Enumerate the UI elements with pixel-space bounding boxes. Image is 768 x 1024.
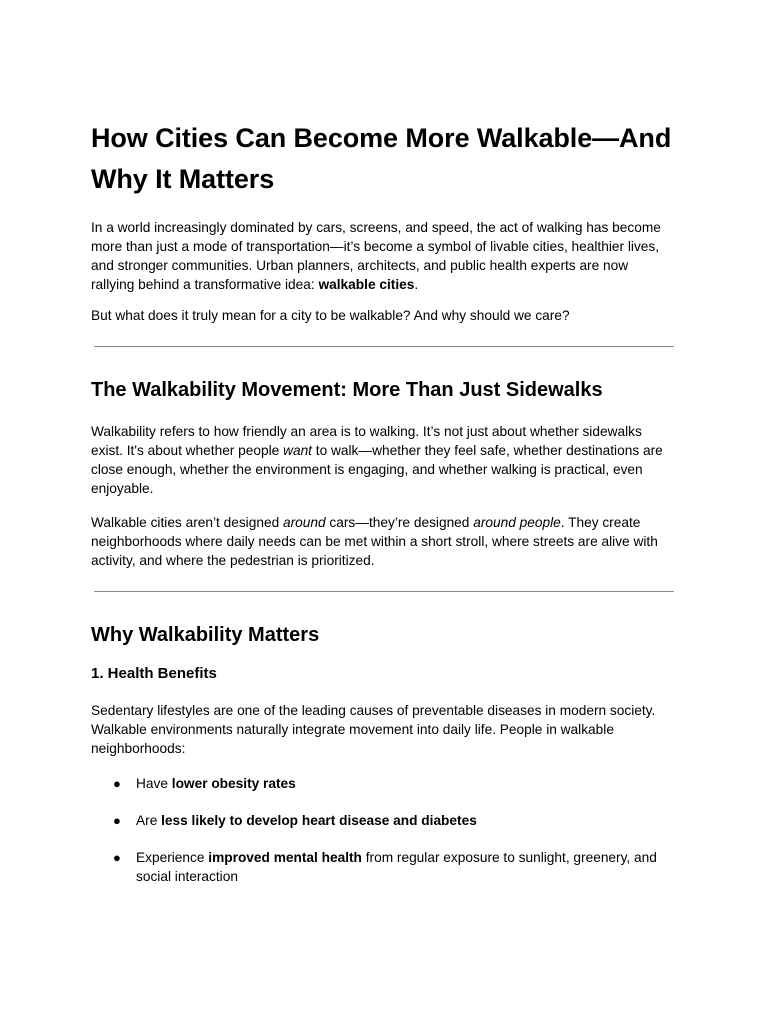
walkable-text-b: cars—they’re designed	[325, 515, 474, 530]
walkability-text-a: Walkability refers to how friendly an area is to walking. It’s not just about whether sidewalks exist. It's about whether people	[91, 424, 642, 458]
article-title: How Cities Can Become More Walkable—And Why It Matters	[91, 123, 672, 194]
list-item-text: Experience	[136, 850, 209, 865]
list-item-bold: improved mental health	[208, 850, 362, 865]
list-item-text-end: from regular exposure to sunlight, greenery, and social interaction	[136, 850, 657, 884]
section-heading-walkability-movement: The Walkability Movement: More Than Just Sidewalks	[91, 379, 603, 401]
list-item-text: Are	[136, 813, 162, 828]
walkable-text-c: . They create neighborhoods where daily needs can be met within a short stroll, where streets are alive with activity, and where the pedestrian is prioritized.	[91, 515, 658, 568]
document-page	[91, 118, 675, 904]
list-item	[91, 811, 675, 830]
section-divider-2	[94, 591, 674, 592]
list-item-text: Have	[136, 776, 172, 791]
section-divider-1	[94, 346, 674, 347]
bullet-icon: ●	[113, 813, 121, 828]
subheading-health-benefits: 1. Health Benefits	[91, 665, 217, 682]
bullet-icon: ●	[113, 776, 121, 791]
walkable-italic-around-people: around people	[473, 515, 561, 530]
intro-paragraph-1	[91, 218, 675, 294]
intro-text: In a world increasingly dominated by cars, screens, and speed, the act of walking has become more than just a mode of transportation—it’s become a symbol of livable cities, healthier lives, and stronger communities. Urban planners, architects, and public health experts are now rallying behind a transformative idea:	[91, 220, 661, 292]
bullet-icon: ●	[113, 850, 121, 865]
walkability-paragraph-2	[91, 513, 675, 570]
intro-period: .	[414, 277, 419, 292]
intro-bold-phrase: walkable cities	[318, 277, 415, 292]
walkable-italic-around: around	[282, 515, 326, 530]
section-heading-why-walkability: Why Walkability Matters	[91, 624, 320, 646]
health-benefits-list	[91, 774, 675, 886]
list-item-bold: lower obesity rates	[171, 776, 296, 791]
walkability-paragraph-1	[91, 422, 675, 498]
intro-paragraph-2: But what does it truly mean for a city to be walkable? And why should we care?	[91, 308, 570, 323]
list-item	[91, 774, 675, 793]
list-item-bold: less likely to develop heart disease and diabetes	[161, 813, 477, 828]
walkable-text-a: Walkable cities aren’t designed	[91, 515, 283, 530]
walkability-text-b: to walk—whether they feel safe, whether destinations are close enough, whether the environment is engaging, and whether walking is practical, even enjoyable.	[91, 443, 663, 496]
list-item	[91, 848, 675, 886]
walkability-italic-want: want	[283, 443, 312, 458]
health-paragraph: Sedentary lifestyles are one of the leading causes of preventable diseases in modern society. Walkable environments naturally integrate movement into daily life. People in walkable neighborhoods:	[91, 703, 656, 756]
